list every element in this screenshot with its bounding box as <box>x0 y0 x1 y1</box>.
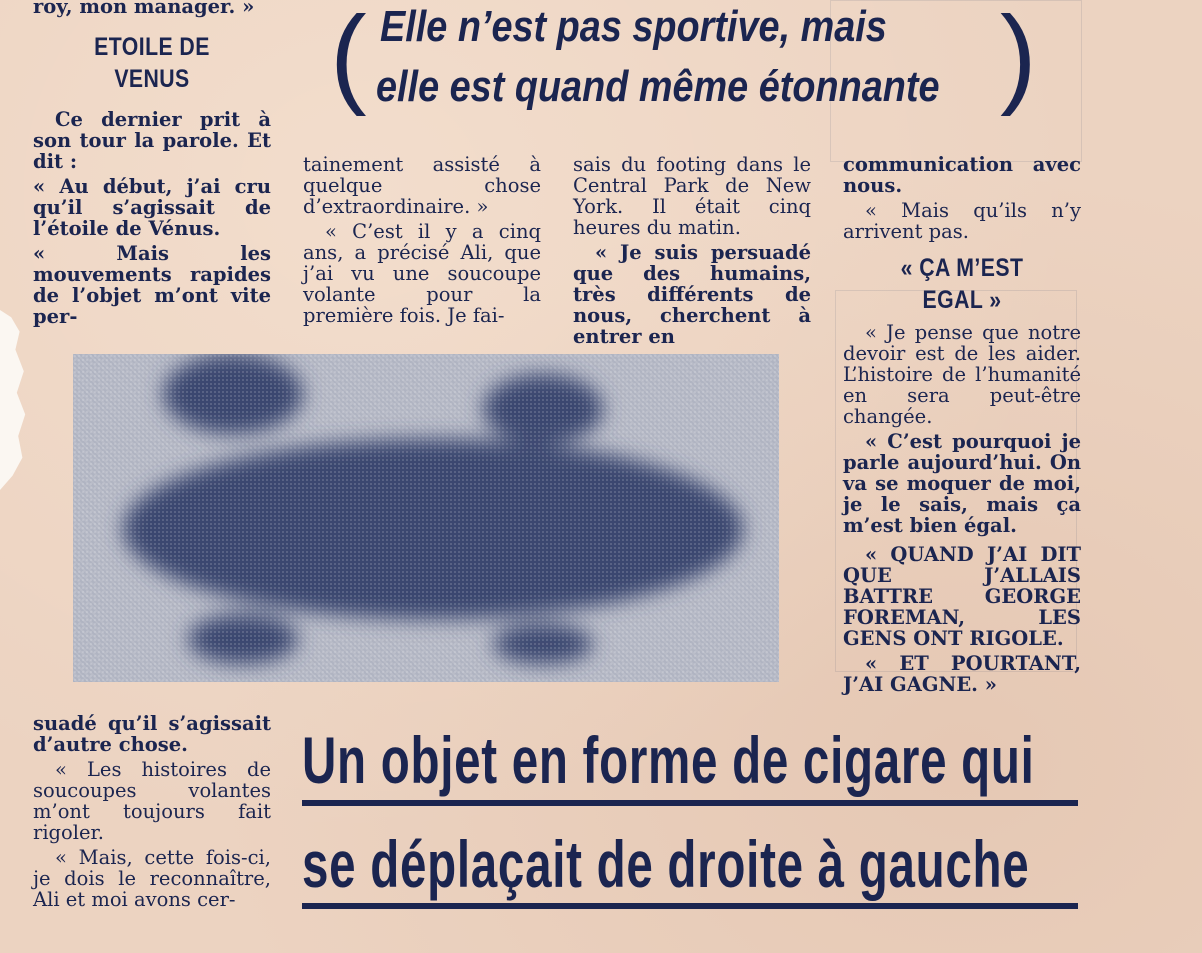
subheading: « ÇA M’EST <box>900 254 1024 282</box>
column-3 <box>573 154 811 351</box>
col4-paragraph: « C’est pourquoi je parle aujourd’hui. On va se moquer de moi, je le sais, mais ça m’est bien égal. <box>843 430 1081 537</box>
column-1 <box>33 0 271 331</box>
close-parenthesis: ) <box>1000 0 1037 117</box>
col1-bottom-paragraph: « Les histoires de soucoupes volantes m’ont toujours fait rigoler. <box>33 758 271 844</box>
col2-paragraph: tainement assisté à quelque chose d’extraordinaire. » <box>303 153 541 218</box>
col1-text: roy, mon manager. » <box>33 0 255 18</box>
col1-paragraph: « Mais les mouvements rapides de l’objet m’ont vite per- <box>33 242 271 328</box>
subheading: VENUS <box>114 65 190 93</box>
col1-bottom-paragraph: « Mais, cette fois-ci, je dois le reconnaître, Ali et moi avons cer- <box>33 846 271 911</box>
headline-top-line2: elle est quand même étonnante <box>376 62 940 111</box>
headline-rule <box>302 903 1078 909</box>
col4-paragraph: « QUAND J’AI DIT QUE J’ALLAIS BATTRE GEORGE FOREMAN, LES GENS ONT RIGOLE. <box>843 543 1081 650</box>
headline-top-line1: Elle n’est pas sportive, mais <box>380 2 887 51</box>
column-2 <box>303 154 541 330</box>
cigar-shaped-object-image <box>73 354 779 682</box>
column-1-bottom <box>33 713 271 914</box>
col4-paragraph: communication avec nous. <box>843 153 1081 197</box>
subheading: EGAL » <box>922 286 1002 314</box>
subheading: ETOILE DE <box>94 33 210 61</box>
col3-paragraph: « Je suis persuadé que des humains, très différents de nous, cherchent à entrer en <box>573 241 811 348</box>
col2-paragraph: « C’est il y a cinq ans, a précisé Ali, que j’ai vu une soucoupe volante pour la première fois. Je fai- <box>303 220 541 327</box>
col1-bottom-paragraph: suadé qu’il s’agissait d’autre chose. <box>33 712 271 756</box>
col1-paragraph: Ce dernier prit à son tour la parole. Et dit : <box>33 108 271 173</box>
col1-paragraph: « Au début, j’ai cru qu’il s’agissait de l’étoile de Vénus. <box>33 175 271 240</box>
column-4 <box>843 154 1081 699</box>
col4-paragraph: « Je pense que notre devoir est de les aider. L’histoire de l’humanité en sera peut-être changée. <box>843 321 1081 428</box>
headline-top <box>330 0 1037 120</box>
col3-paragraph: sais du footing dans le Central Park de New York. Il était cinq heures du matin. <box>573 153 811 239</box>
headline-bottom-line2: se déplaçait de droite à gauche <box>302 827 1030 901</box>
open-parenthesis: ( <box>330 0 367 117</box>
col4-paragraph: « ET POURTANT, J’AI GAGNE. » <box>843 652 1081 696</box>
col4-paragraph: « Mais qu’ils n’y arrivent pas. <box>843 199 1081 243</box>
ufo-photo <box>73 354 779 682</box>
headline-bottom-line1: Un objet en forme de cigare qui <box>302 723 1035 797</box>
headline-rule <box>302 800 1078 806</box>
